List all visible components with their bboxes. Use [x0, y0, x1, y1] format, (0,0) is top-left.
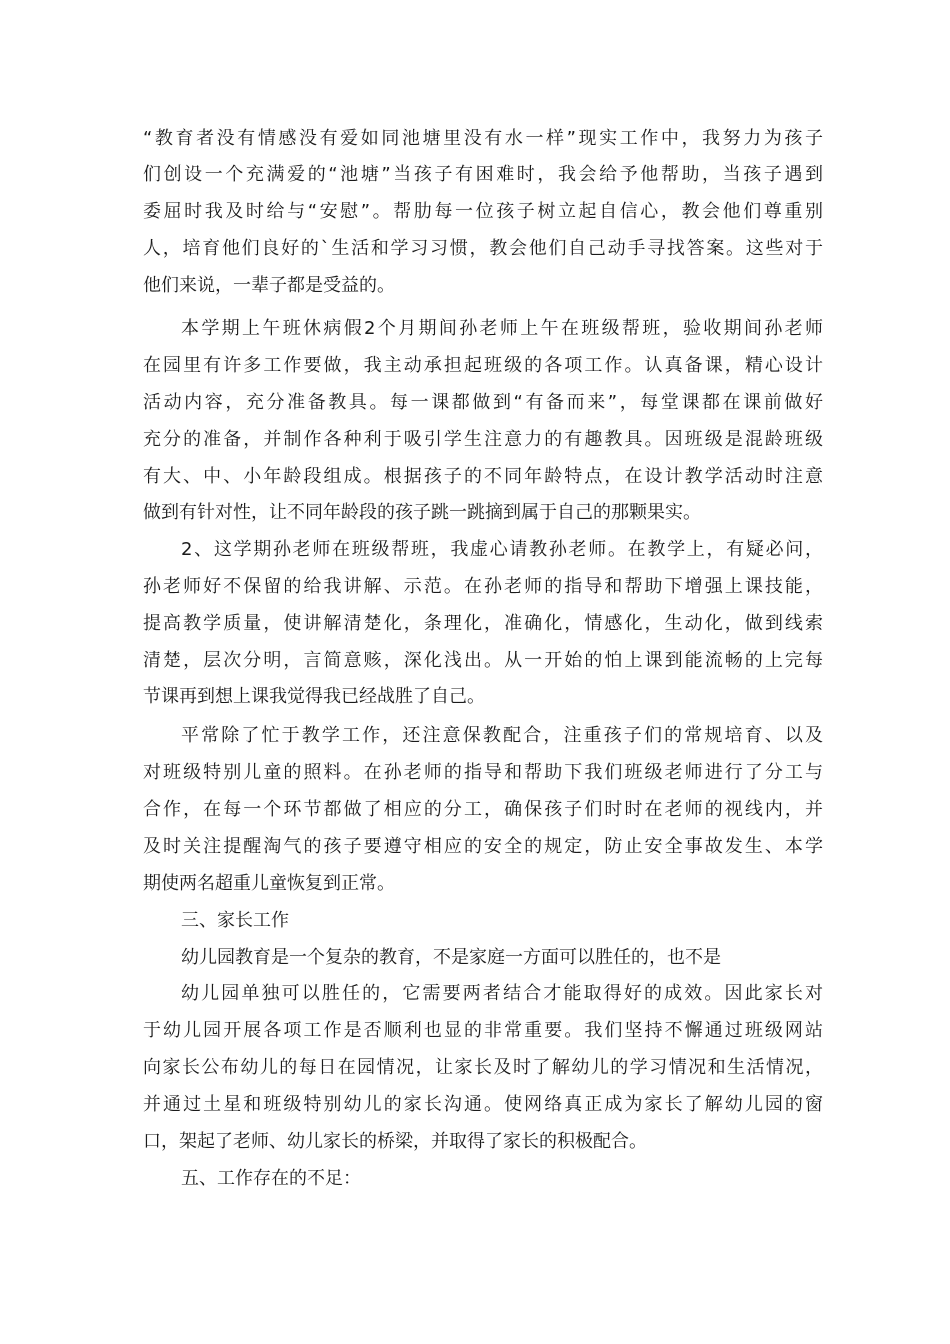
body-text-line: 本学期上午班休病假2个月期间孙老师上午在班级帮班，验收期间孙老师 [181, 318, 823, 339]
body-text-line: 活动内容，充分准备教具。每一课都做到“有备而来”，每堂课都在课前做好 [143, 392, 823, 413]
body-text-line: 提高教学质量，使讲解清楚化，条理化，准确化，情感化，生动化，做到线索 [143, 613, 823, 634]
section-heading: 三、家长工作 [181, 910, 289, 931]
body-text-line: 向家长公布幼儿的每日在园情况，让家长及时了解幼儿的学习情况和生活情况， [143, 1057, 823, 1078]
body-text-line: 及时关注提醒淘气的孩子要遵守相应的安全的规定，防止安全事故发生、本学 [143, 836, 823, 857]
body-text-line: 们创设一个充满爱的“池塘”当孩子有困难时，我会给予他帮助，当孩子遇到 [143, 164, 823, 185]
body-text-line: 平常除了忙于教学工作，还注意保教配合，注重孩子们的常规培育、以及 [181, 725, 823, 746]
body-text-line: 他们来说，一辈子都是受益的。 [143, 275, 395, 296]
body-text-line: 节课再到想上课我觉得我已经战胜了自己。 [143, 686, 485, 707]
body-text-line: “教育者没有情感没有爱如同池塘里没有水一样”现实工作中，我努力为孩子 [143, 128, 823, 149]
body-text-line: 幼儿园教育是一个复杂的教育，不是家庭一方面可以胜任的，也不是 [181, 947, 721, 968]
body-text-line: 合作，在每一个环节都做了相应的分工，确保孩子们时时在老师的视线内，并 [143, 799, 823, 820]
body-text-line: 充分的准备，并制作各种利于吸引学生注意力的有趣教具。因班级是混龄班级 [143, 429, 823, 450]
body-text-line: 并通过土星和班级特别幼儿的家长沟通。使网络真正成为家长了解幼儿园的窗 [143, 1094, 823, 1115]
body-text-line: 清楚，层次分明，言简意赅，深化浅出。从一开始的怕上课到能流畅的上完每 [143, 650, 823, 671]
body-text-line: 于幼儿园开展各项工作是否顺利也显的非常重要。我们坚持不懈通过班级网站 [143, 1020, 823, 1041]
body-text-line: 对班级特别儿童的照料。在孙老师的指导和帮助下我们班级老师进行了分工与 [143, 762, 823, 783]
body-text-line: 在园里有许多工作要做，我主动承担起班级的各项工作。认真备课，精心设计 [143, 355, 823, 376]
section-heading: 五、工作存在的不足： [181, 1168, 361, 1189]
body-text-line: 2、这学期孙老师在班级帮班，我虚心请教孙老师。在教学上，有疑必问， [181, 539, 823, 560]
body-text-line: 人，培育他们良好的`生活和学习习惯，教会他们自己动手寻找答案。这些对于 [143, 238, 823, 259]
body-text-line: 孙老师好不保留的给我讲解、示范。在孙老师的指导和帮助下增强上课技能， [143, 576, 823, 597]
body-text-line: 期使两名超重儿童恢复到正常。 [143, 873, 395, 894]
body-text-line: 做到有针对性，让不同年龄段的孩子跳一跳摘到属于自己的那颗果实。 [143, 502, 701, 523]
body-text-line: 口，架起了老师、幼儿家长的桥梁，并取得了家长的积极配合。 [143, 1131, 647, 1152]
body-text-line: 幼儿园单独可以胜任的，它需要两者结合才能取得好的成效。因此家长对 [181, 983, 823, 1004]
body-text-line: 委屈时我及时给与“安慰”。帮肋每一位孩子树立起自信心，教会他们尊重别 [143, 201, 823, 222]
body-text-line: 有大、中、小年龄段组成。根据孩子的不同年龄特点，在设计教学活动时注意 [143, 466, 823, 487]
